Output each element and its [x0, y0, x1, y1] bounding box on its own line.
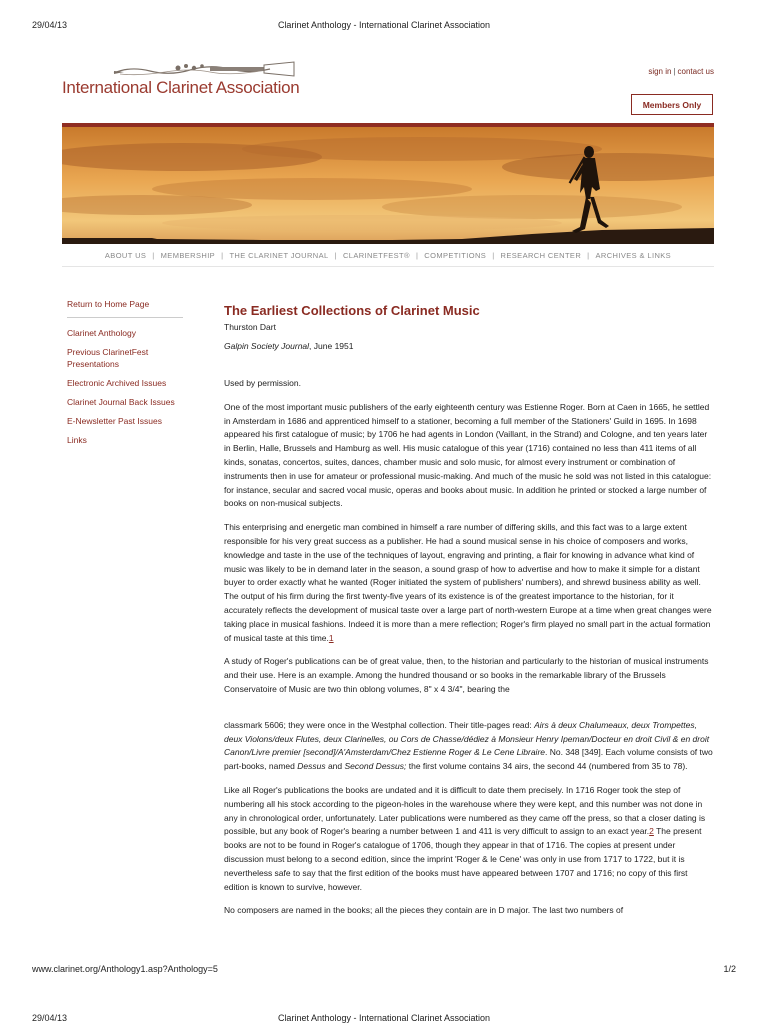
- nav-clarinet-journal[interactable]: THE CLARINET JOURNAL: [229, 251, 329, 260]
- main-nav: ABOUT US | MEMBERSHIP | THE CLARINET JOURNAL | CLARINETFEST® | COMPETITIONS | RESEARCH CENTER | ARCHIVES & LINKS: [104, 251, 672, 260]
- paragraph-6: No composers are named in the books; all the pieces they contain are in D major. The last two numbers of: [224, 905, 624, 916]
- nav-research-center[interactable]: RESEARCH CENTER: [500, 251, 582, 260]
- print-url: www.clarinet.org/Anthology1.asp?Anthology=5: [32, 964, 218, 974]
- print-title: Clarinet Anthology - International Clarinet Association: [277, 20, 491, 30]
- footnote-1-link[interactable]: 1: [328, 632, 334, 643]
- paragraph-1: One of the most important music publishers of the early eighteenth century was Estienne Roger. Born at Caen in 1665, he settled in Amsterdam in 1686 and apprenticed himself to a stationer, becoming a full member of the Stationers' Guild in 1695. In 1698 appeared his first catalogue of music; by 1706 he had agents in London (Vaillant, in the Strand) and Cologne, and ten years later in Berlin, Halle, Brussels and Hamburg as well. His music catalogue of this year (1716) contained no less than 411 items of all kinds, sonatas, concertos, suites, dances, chamber music and solo music, for almost every instrument or combination of instruments then in use for amateur or professional music-making. And much of the music he sold was not listed in this catalogue: for instance, secular and sacred vocal music, operas and books about music. In addition he printed or stocked a large number of books on non-musical subjects.: [224, 401, 712, 509]
- print-date: 29/04/13: [32, 20, 68, 30]
- sidebar-item-enewsletter[interactable]: E-Newsletter Past Issues: [67, 416, 162, 426]
- nav-archives-links[interactable]: ARCHIVES & LINKS: [595, 251, 672, 260]
- sidebar-item-links[interactable]: Links: [67, 435, 87, 445]
- paragraph-2-text: This enterprising and energetic man combined in himself a rare number of differing skills, and this fact was to a large extent responsible for his very great success as a publisher. He had a sound musical sense in his choice of composers and works, knowledge and taste in the use of the techniques of layout, engraving and printing, a flair for knowing in advance what kind of music was likely to be in demand later in the season, a sound grasp of how to advertise and how to make it simple for a distant buyer to order exactly what he wanted (Roger initiated the system of publishers' numbers), and shrewd business ability as well. The output of his firm during the first twenty-five years of its existence is of the greatest importance to the historian, for it accurately reflects the development of musical taste over a large part of north-western Europe at a time when great changes were taking place in musical fashions. Indeed it is more than a mere reflection; Roger's firm played no small part in the actual formation of musical taste at this time.: [224, 522, 712, 643]
- nav-about-us[interactable]: ABOUT US: [104, 251, 147, 260]
- clarinet-logo-icon: [110, 60, 296, 80]
- journal-name: Galpin Society Journal: [224, 341, 310, 351]
- dessus-term: Dessus: [297, 761, 326, 772]
- second-dessus-term: Second Dessus;: [344, 761, 407, 772]
- sunset-clarinetist-banner: [62, 127, 714, 244]
- paragraph-4: classmark 5606; they were once in the Westphal collection. Their title-pages read: Airs à deux Chalumeaux, deux Trompettes, deux Violons/deux Flutes, deux Clarinelles, ou Cors de Chasse/dédiez à Monsieur Henry Ipeman/Docteur en droit Civil & en droit Canon/Livre premier [second]/A'Amsterdam/Chez Estienne Roger & Le Cene Libraire. No. 348 [349]. Each volume consists of two part-books, named Dessus and Second Dessus; the first volume contains 34 airs, the second 44 (numbered from 35 to 78).: [224, 719, 713, 772]
- nav-divider: [62, 266, 714, 267]
- sidebar-item-journal-back-issues[interactable]: Clarinet Journal Back Issues: [67, 397, 175, 407]
- print-header: [0, 20, 768, 32]
- footnote-2-link[interactable]: 2: [649, 826, 654, 837]
- ica-logo[interactable]: [62, 60, 302, 100]
- article-title: The Earliest Collections of Clarinet Music: [224, 303, 480, 318]
- members-only-button[interactable]: Members Only: [631, 94, 713, 115]
- print-footer: [0, 964, 768, 976]
- nav-competitions[interactable]: COMPETITIONS: [424, 251, 487, 260]
- paragraph-5: [224, 784, 714, 894]
- print-date-2: 29/04/13: [32, 1013, 68, 1023]
- print-page-number: 1/2: [723, 964, 736, 974]
- paragraph-4-text-c: the first volume contains 34 airs, the second 44 (numbered from 35 to 78).: [406, 761, 688, 772]
- sidebar: [67, 298, 185, 453]
- print-header-page-2: [0, 1013, 768, 1024]
- paragraph-4-text: classmark 5606; they were once in the Westphal collection. Their title-pages read:: [224, 719, 535, 730]
- contact-us-link[interactable]: contact us: [677, 67, 714, 76]
- sidebar-divider: [67, 317, 183, 318]
- sign-in-link[interactable]: sign in: [648, 67, 672, 76]
- print-title-2: Clarinet Anthology - International Clarinet Association: [277, 1013, 491, 1023]
- article-source: [224, 341, 714, 351]
- paragraph-4-text-b: . No. 348 [349]. Each volume consists of two part-books, named: [224, 747, 713, 772]
- permission-note: Used by permission.: [224, 378, 302, 388]
- article-date: , June 1951: [309, 341, 354, 351]
- paragraph-5-text: Like all Roger's publications the books are undated and it is difficult to date them precisely. In 1716 Roger took the step of numbering all his stock according to the pigeon-holes in the warehouse where they were kept, and this number was not done in any in chronological order, unfortunately. Later publications were numbered as they came off the press, so that a closer dating is possible, but any book of Roger's bearing a number between 1 and 411 is very difficult to assign to an exact year.: [224, 784, 706, 837]
- title-page-text: Airs à deux Chalumeaux, deux Trompettes, deux Violons/deux Flutes, deux Clarinelles, ou Cors de Chasse/dédiez à Monsieur Henry Ipeman/Docteur en droit Civil & en droit Canon/Livre premier [second]/A'Amsterdam/Chez Estienne Roger & Le Cene Libraire: [224, 719, 710, 758]
- nav-clarinetfest[interactable]: CLARINETFEST®: [342, 251, 410, 260]
- sidebar-item-clarinet-anthology[interactable]: Clarinet Anthology: [67, 328, 136, 338]
- article: [224, 303, 714, 926]
- logo-text: International Clarinet Association: [62, 78, 300, 97]
- sidebar-item-clarinetfest-presentations[interactable]: Previous ClarinetFest Presentations: [67, 347, 149, 369]
- nav-membership[interactable]: MEMBERSHIP: [160, 251, 216, 260]
- sidebar-item-archived-issues[interactable]: Electronic Archived Issues: [67, 378, 167, 388]
- utility-links: sign in | contact us: [648, 67, 714, 76]
- article-author: Thurston Dart: [224, 322, 276, 332]
- paragraph-3: A study of Roger's publications can be of great value, then, to the historian and particularly to the historian of musical instruments and their use. Here is an example. Among the hundred thousand or so books in the remarkable library of the Brussels Conservatoire of Music are two thin oblong volumes, 8" x 4 3/4", bearing the: [224, 656, 709, 694]
- sidebar-return-home[interactable]: Return to Home Page: [67, 299, 150, 309]
- paragraph-2: [224, 521, 714, 645]
- banner-image: [62, 127, 714, 244]
- paragraph-5-text-b: The present books are not to be found in Roger's catalogue of 1706, though they appear in that of 1716. The copies at present under discussion must belong to a second edition, since the imprint 'Roger & le Cene' was only in use from 1717 to 1722, but it is nevertheless safe to say that the first edition of the books must have appeared between 1707 and 1716; no copy of this first edition is known to survive, however.: [224, 826, 702, 892]
